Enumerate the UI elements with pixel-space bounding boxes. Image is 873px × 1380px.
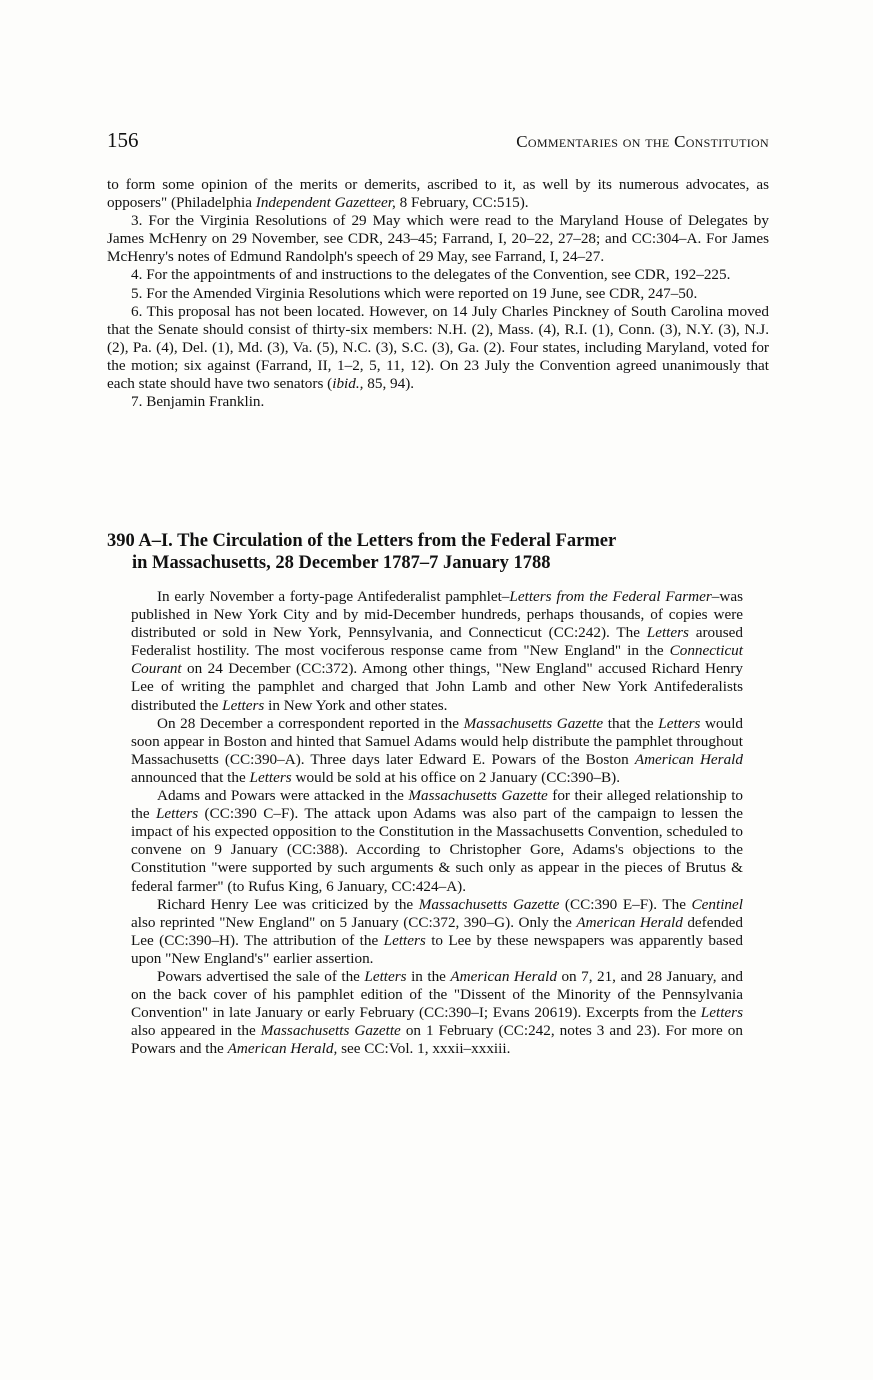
section-title xyxy=(107,530,747,574)
section-title-line2: in Massachusetts, 28 December 1787–7 January 1788 xyxy=(132,553,551,573)
running-head: Commentaries on the Constitution xyxy=(516,132,769,151)
page-header xyxy=(107,128,769,153)
note-4: 4. For the appointments of and instructions to the delegates of the Convention, see CDR, 192–225. xyxy=(131,266,731,284)
paragraph-5: Powars advertised the sale of the Letters in the American Herald on 7, 21, and 28 January, and on the back cover of his pamphlet edition of the "Dissent of the Minority of the Pennsylvania Convention" in late January or early February (CC:390–I; Evans 20619). Excerpts from the Letters also appeared in the Massachusetts Gazette on 1 February (CC:242, notes 3 and 23). For more on Powars and the American Herald, see CC:Vol. 1, xxxii–xxxiii. xyxy=(131,967,743,1058)
paragraph-1: In early November a forty-page Antifederalist pamphlet–Letters from the Federal Farmer–was published in New York City and by mid-December hundreds, perhaps thousands, of copies were distributed or sold in New York, Pennsylvania, and Connecticut (CC:242). The Letters aroused Federalist hostility. The most vociferous response came from "New England" in the Connecticut Courant on 24 December (CC:372). Among other things, "New England" accused Richard Henry Lee of writing the pamphlet and charged that John Lamb and other New York Antifederalists distributed the Letters in New York and other states. xyxy=(131,588,743,714)
body-text xyxy=(131,588,743,1058)
note-6: 6. This proposal has not been located. However, on 14 July Charles Pinckney of South Carolina moved that the Senate should consist of thirty-six members: N.H. (2), Mass. (4), R.I. (1), Conn. (3), N.Y. (3), N.J. (2), Pa. (4), Del. (1), Md. (3), Va. (5), N.C. (3), S.C. (3), Ga. (2). Four states, including Maryland, voted for the motion; six against (Farrand, II, 1–2, 5, 11, 12). On 23 July the Convention agreed unanimously that each state should have two senators (ibid., 85, 94). xyxy=(107,302,769,393)
section-title-line1: 390 A–I. The Circulation of the Letters from the Federal Farmer xyxy=(107,531,617,551)
endnotes xyxy=(107,176,769,411)
note-3: 3. For the Virginia Resolutions of 29 May which were read to the Maryland House of Delegates by James McHenry on 29 November, see CDR, 243–45; Farrand, I, 20–22, 27–28; and CC:304–A. For James McHenry's notes of Edmund Randolph's speech of 29 May, see Farrand, I, 24–27. xyxy=(107,212,769,266)
note-5: 5. For the Amended Virginia Resolutions which were reported on 19 June, see CDR, 247–50. xyxy=(131,284,698,302)
note-continuation: to form some opinion of the merits or demerits, ascribed to it, as well by its numerous advocates, as opposers" (Philadelphia Independent Gazetteer, 8 February, CC:515). xyxy=(107,176,769,212)
paragraph-2: On 28 December a correspondent reported in the Massachusetts Gazette that the Letters would soon appear in Boston and hinted that Samuel Adams would help distribute the pamphlet throughout Massachusetts (CC:390–A). Three days later Edward E. Powars of the Boston American Herald announced that the Letters would be sold at his office on 2 January (CC:390–B). xyxy=(131,714,744,786)
note-7: 7. Benjamin Franklin. xyxy=(131,393,265,411)
page-number: 156 xyxy=(107,128,139,152)
paragraph-3: Adams and Powars were attacked in the Massachusetts Gazette for their alleged relationship to the Letters (CC:390 C–F). The attack upon Adams was also part of the campaign to lessen the impact of his expected opposition to the Constitution in the Massachusetts Convention, scheduled to convene on 9 January (CC:388). According to Christopher Gore, Adams's objections to the Constitution "were supported by such arguments & such only as appear in the pieces of Brutus & federal farmer" (to Rufus King, 6 January, CC:424–A). xyxy=(131,787,744,895)
paragraph-4: Richard Henry Lee was criticized by the Massachusetts Gazette (CC:390 E–F). The Centinel also reprinted "New England" on 5 January (CC:372, 390–G). Only the American Herald defended Lee (CC:390–H). The attribution of the Letters to Lee by these newspapers was apparently based upon "New England's" earlier assertion. xyxy=(131,895,744,967)
